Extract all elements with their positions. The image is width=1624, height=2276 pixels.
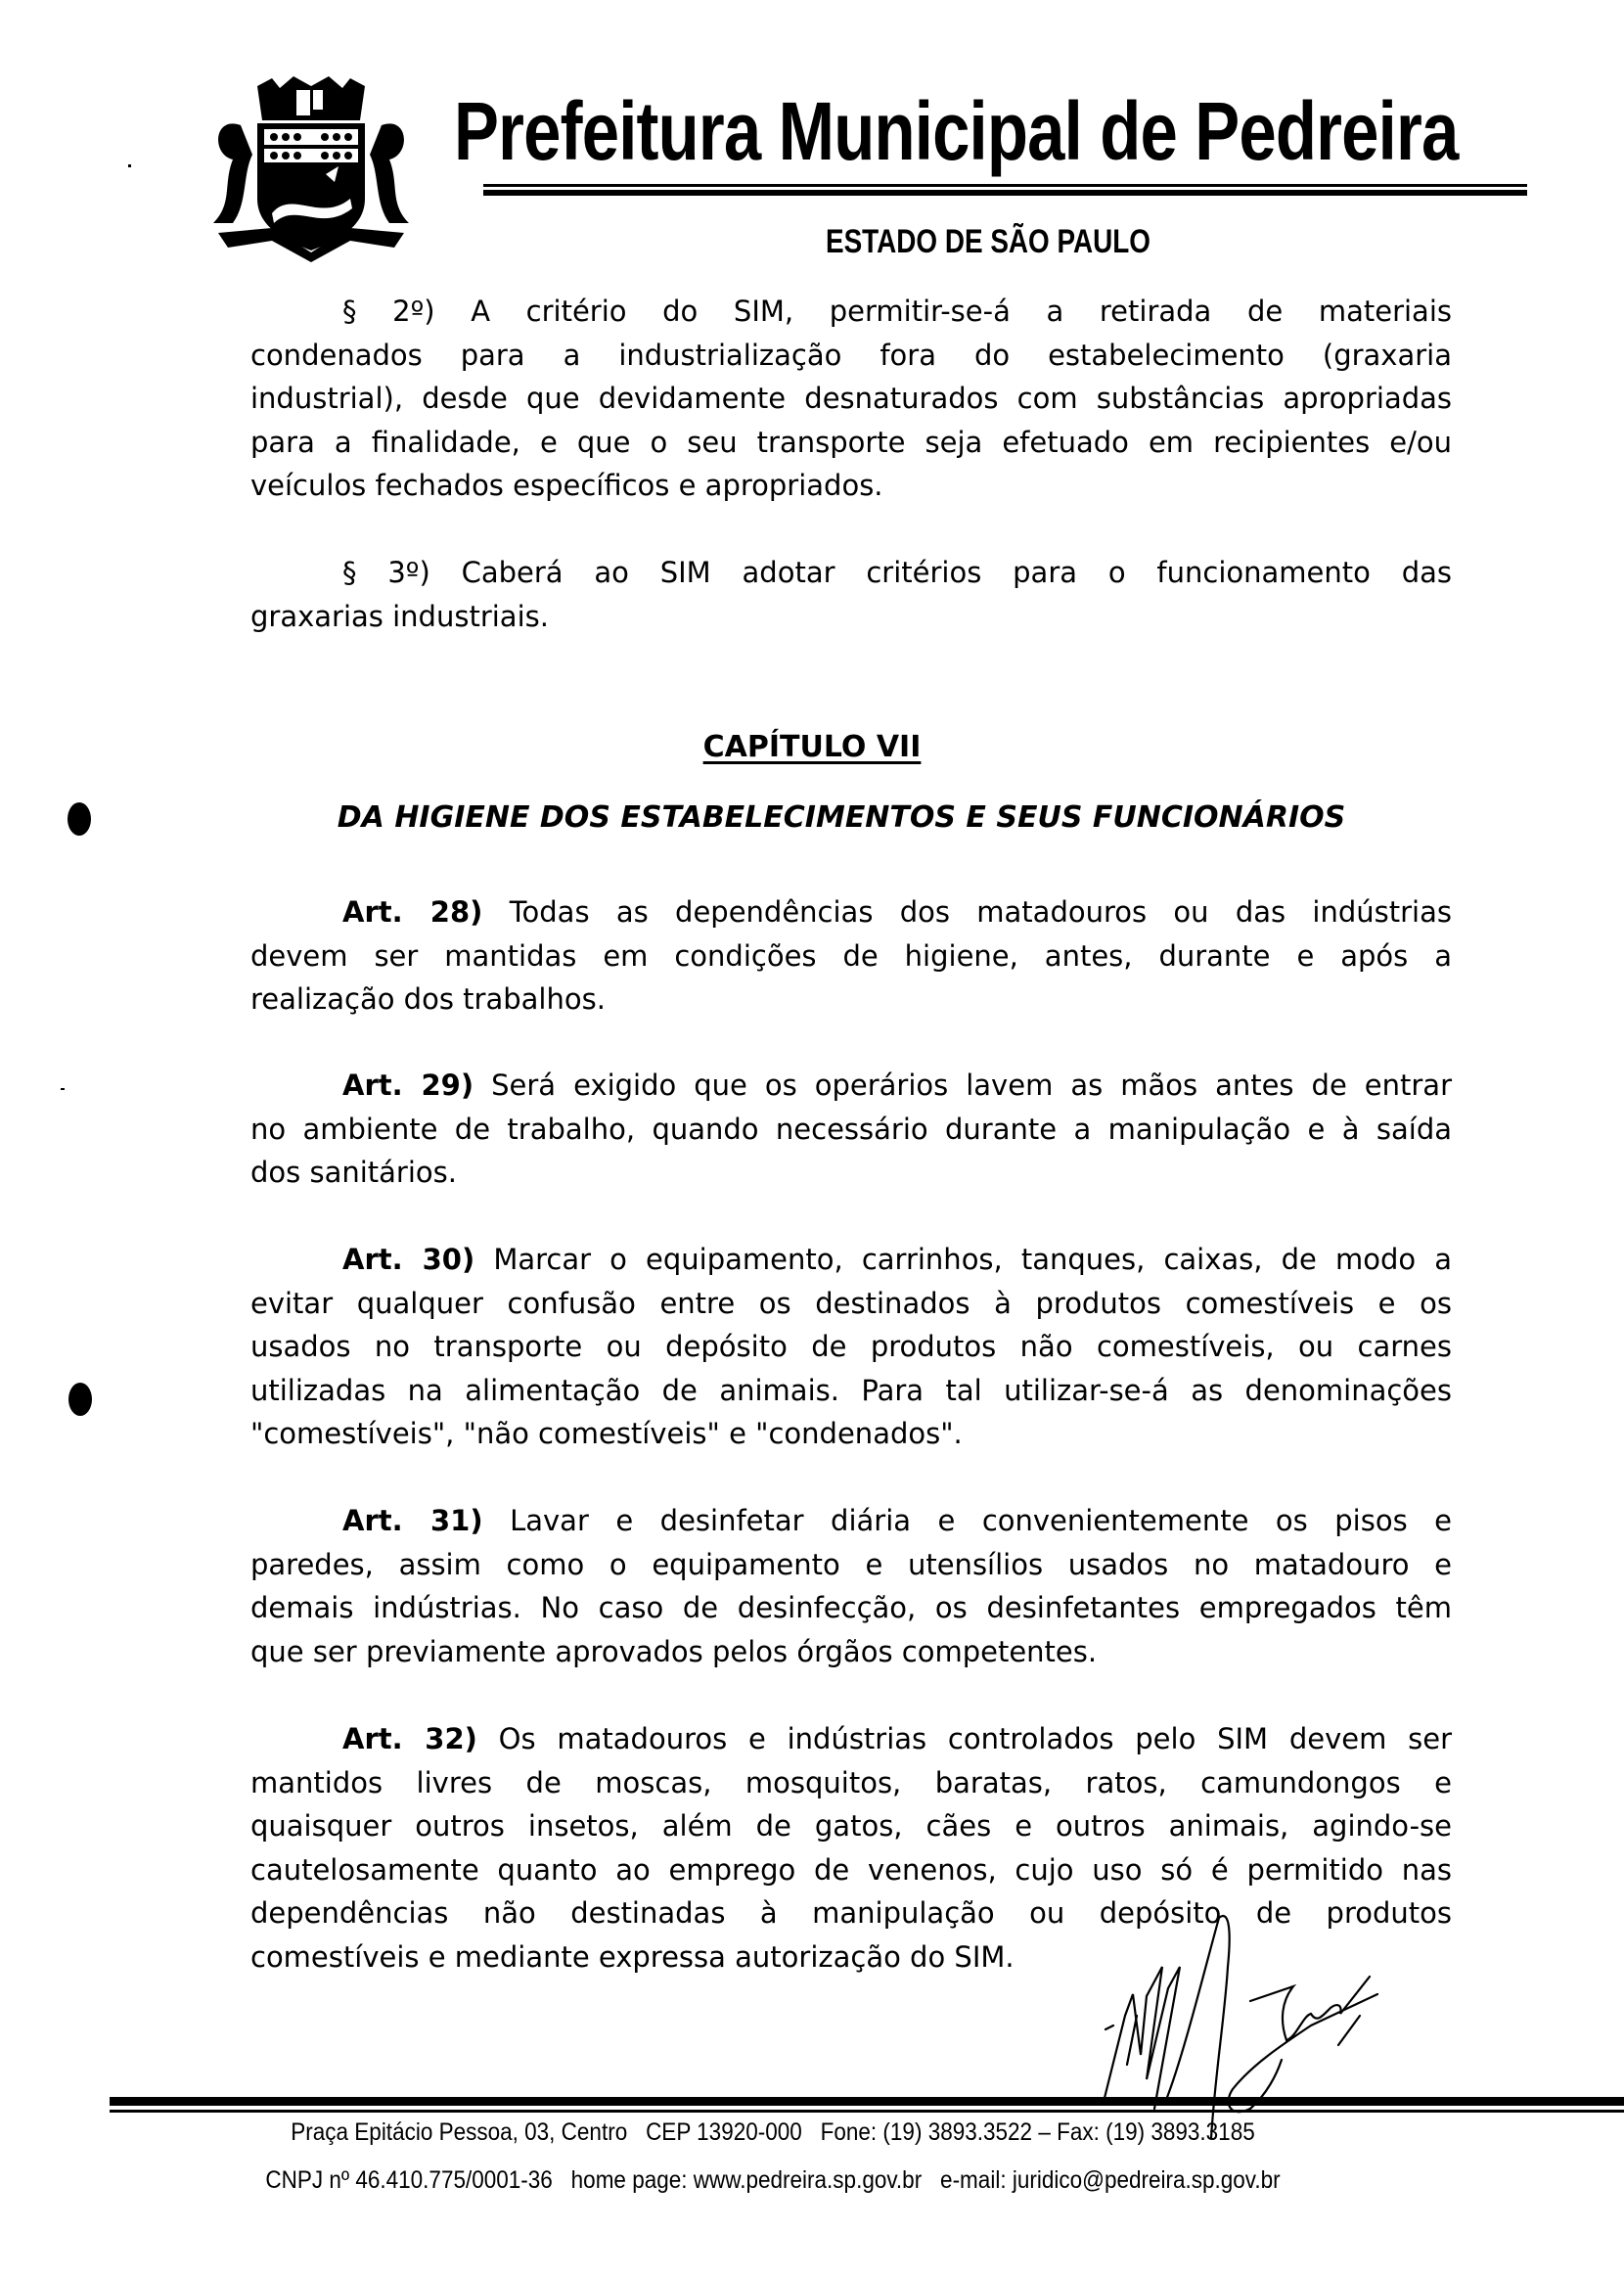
footer-phone: Fone: (19) 3893.3522 xyxy=(820,2118,1033,2146)
text-line: usados no transporte ou depósito de produtos não comestíveis, ou carnes xyxy=(250,1330,1452,1364)
text-line xyxy=(250,1499,1452,1543)
text-line xyxy=(250,1064,1452,1108)
text-line xyxy=(250,1238,1452,1282)
text-line: quaisquer outros insetos, além de gatos, cães e outros animais, agindo-se xyxy=(250,1809,1452,1844)
article-29 xyxy=(250,1064,1452,1195)
header-rule-thin xyxy=(483,184,1527,187)
article-first-line: Marcar o equipamento, carrinhos, tanques, caixas, de modo a xyxy=(493,1243,1452,1276)
article-first-line: Lavar e desinfetar diária e convenientemente os pisos e xyxy=(510,1504,1452,1537)
text-line: mantidos livres de moscas, mosquitos, baratas, ratos, camundongos e xyxy=(250,1765,1452,1799)
page-title: Prefeitura Municipal de Pedreira xyxy=(454,85,1459,177)
state-subtitle: ESTADO DE SÃO PAULO xyxy=(825,223,1150,260)
article-label: Art. 31) xyxy=(342,1504,483,1537)
article-label: Art. 29) xyxy=(342,1069,474,1102)
footer-rule-thin xyxy=(110,2110,1624,2113)
text-line: paredes, assim como o equipamento e utensílios usados no matadouro e xyxy=(250,1547,1452,1581)
handwritten-signature-icon xyxy=(1086,1908,1438,2143)
article-label: Art. 32) xyxy=(342,1722,477,1755)
footer-line-2 xyxy=(42,2166,1504,2195)
text-line: veículos fechados específicos e apropriados. xyxy=(250,469,883,503)
article-30 xyxy=(250,1238,1452,1456)
text-line: § 2º) A critério do SIM, permitir-se-á a retirada de materiais xyxy=(342,295,1452,328)
text-line: "comestíveis", "não comestíveis" e "condenados". xyxy=(250,1417,963,1451)
text-line: cautelosamente quanto ao emprego de venenos, cujo uso só é permitido nas xyxy=(250,1852,1452,1887)
text-line: § 3º) Caberá ao SIM adotar critérios para o funcionamento das xyxy=(342,556,1452,589)
text-line: no ambiente de trabalho, quando necessário durante a manipulação e à saída xyxy=(250,1112,1452,1146)
chapter-title: CAPÍTULO VII xyxy=(702,730,922,764)
punch-hole xyxy=(68,802,91,836)
chapter-heading xyxy=(0,730,1624,764)
article-label: Art. 28) xyxy=(342,895,483,929)
text-line xyxy=(250,890,1452,934)
article-28 xyxy=(250,890,1452,1022)
chapter-subtitle: DA HIGIENE DOS ESTABELECIMENTOS E SEUS FUNCIONÁRIOS xyxy=(337,800,1346,835)
paragraph-2 xyxy=(250,290,1452,508)
text-line: devem ser mantidas em condições de higiene, antes, durante e após a xyxy=(250,938,1452,973)
text-line: dos sanitários. xyxy=(250,1156,457,1190)
footer-rule-thick xyxy=(110,2097,1624,2106)
footer-line-1 xyxy=(42,2118,1504,2147)
text-line: dependências não destinadas à manipulação ou depósito de produtos xyxy=(250,1896,1452,1931)
scan-speck xyxy=(128,164,131,167)
text-line xyxy=(250,1717,1452,1761)
text-line: evitar qualquer confusão entre os destinados à produtos comestíveis e os xyxy=(250,1286,1452,1320)
scan-speck xyxy=(61,1088,65,1090)
header-rule-thick xyxy=(483,190,1527,196)
text-line: industrial), desde que devidamente desnaturados com substâncias apropriadas xyxy=(250,382,1452,416)
paragraph-3 xyxy=(250,551,1452,638)
article-first-line: Todas as dependências dos matadouros ou das indústrias xyxy=(509,895,1452,929)
text-line: graxarias industriais. xyxy=(250,599,549,633)
punch-hole xyxy=(68,1383,92,1416)
article-label: Art. 30) xyxy=(342,1243,475,1276)
footer-email-link[interactable]: e-mail: juridico@pedreira.sp.gov.br xyxy=(940,2166,1281,2194)
text-line: condenados para a industrialização fora do estabelecimento (graxaria xyxy=(250,338,1452,372)
footer-homepage-link[interactable]: home page: www.pedreira.sp.gov.br xyxy=(570,2166,923,2194)
footer-address: Praça Epitácio Pessoa, 03, Centro xyxy=(291,2118,628,2146)
article-first-line: Os matadouros e indústrias controlados pelo SIM devem ser xyxy=(498,1722,1452,1755)
text-line: comestíveis e mediante expressa autorização do SIM. xyxy=(250,1939,1015,1974)
text-line: que ser previamente aprovados pelos órgãos competentes. xyxy=(250,1634,1098,1668)
footer-cep: CEP 13920-000 xyxy=(646,2118,802,2146)
footer-cnpj: CNPJ nº 46.410.775/0001-36 xyxy=(265,2166,553,2194)
text-line: demais indústrias. No caso de desinfecção, os desinfetantes empregados têm xyxy=(250,1591,1452,1625)
article-31 xyxy=(250,1499,1452,1673)
text-line: para a finalidade, e que o seu transporte seja efetuado em recipientes e/ou xyxy=(250,425,1452,459)
article-first-line: Será exigido que os operários lavem as mãos antes de entrar xyxy=(491,1069,1452,1102)
footer-fax: Fax: (19) 3893.3185 xyxy=(1057,2118,1255,2146)
text-line: realização dos trabalhos. xyxy=(250,982,606,1017)
municipal-coat-of-arms-icon xyxy=(203,76,419,262)
text-line: utilizadas na alimentação de animais. Para tal utilizar-se-á as denominações xyxy=(250,1373,1452,1407)
footer-separator: – xyxy=(1038,2118,1051,2146)
